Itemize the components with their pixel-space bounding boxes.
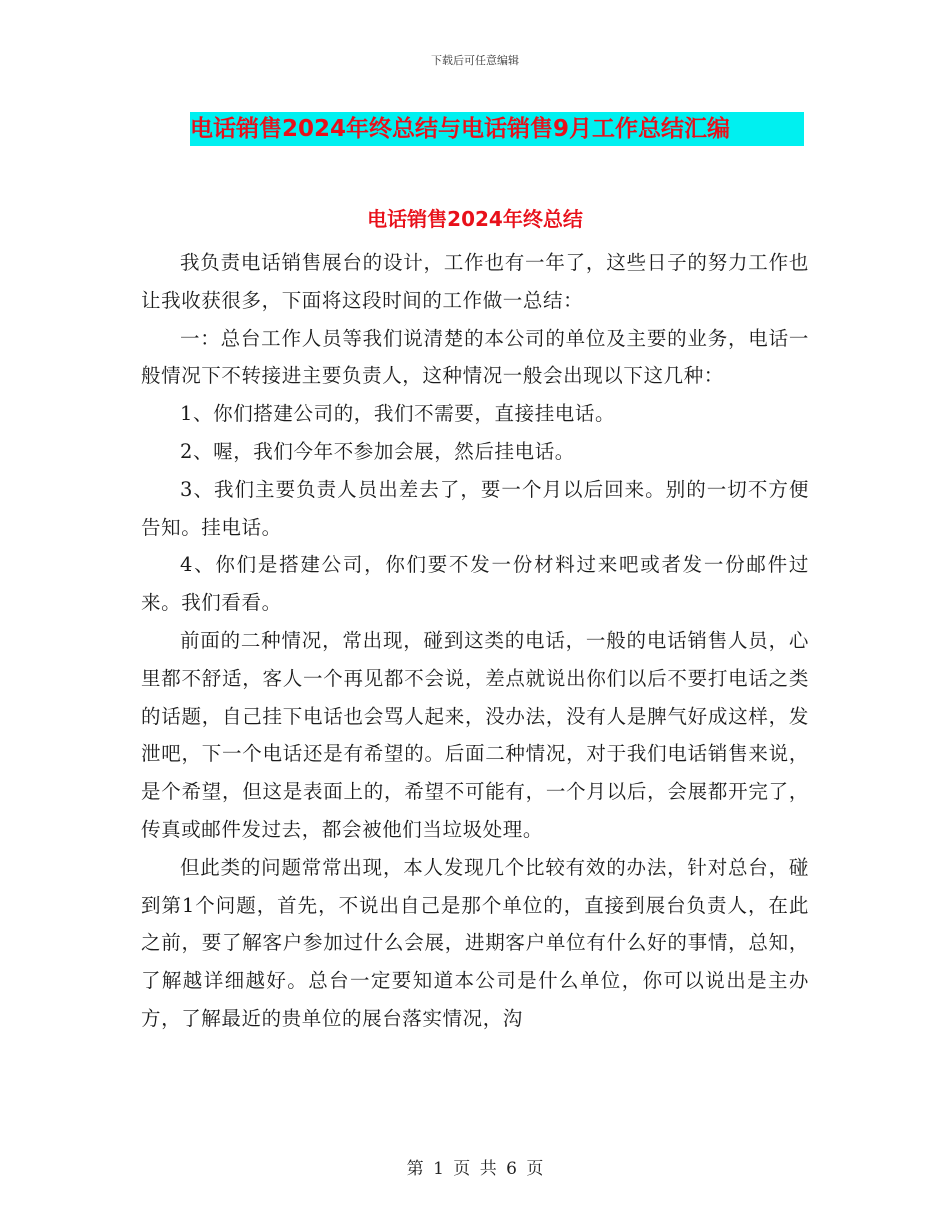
paragraph: 4、你们是搭建公司，你们要不发一份材料过来吧或者发一份邮件过来。我们看看。 xyxy=(141,553,809,615)
header-note: 下载后可任意编辑 xyxy=(431,54,519,67)
paragraph: 但此类的问题常常出现，本人发现几个比较有效的办法，针对总台，碰到第1个问题，首先，不说出自己是那个单位的，直接到展台负责人，在此之前，要了解客户参加过什么会展，进期客户单位有什么好的事情，总知，了解越详细越好。总台一定要知道本公司是什么单位，你可以说出是主办方，了解最近的贵单位的展台落实情况，沟 xyxy=(141,855,809,1030)
paragraph: 2、喔，我们今年不参加会展，然后挂电话。 xyxy=(180,439,575,463)
document-title: 电话销售2024年终总结与电话销售9月工作总结汇编 xyxy=(190,112,804,146)
paragraph: 我负责电话销售展台的设计，工作也有一年了，这些日子的努力工作也让我收获很多，下面将这段时间的工作做一总结： xyxy=(141,251,809,312)
paragraph: 3、我们主要负责人员出差去了，要一个月以后回来。别的一切不方便告知。挂电话。 xyxy=(141,477,809,539)
paragraph: 前面的二种情况，常出现，碰到这类的电话，一般的电话销售人员，心里都不舒适，客人一个再见都不会说，差点就说出你们以后不要打电话之类的话题，自己挂下电话也会骂人起来，没办法，没有人是脾气好成这样，发泄吧，下一个电话还是有希望的。后面二种情况，对于我们电话销售来说，是个希望，但这是表面上的，希望不可能有，一个月以后，会展都开完了，传真或邮件发过去，都会被他们当垃圾处理。 xyxy=(141,628,809,841)
page-footer: 第 1 页 共 6 页 xyxy=(406,1159,544,1179)
paragraph: 1、你们搭建公司的，我们不需要，直接挂电话。 xyxy=(180,402,616,426)
section-title: 电话销售2024年终总结 xyxy=(367,207,583,231)
document-body xyxy=(141,244,809,1038)
paragraph: 一：总台工作人员等我们说清楚的本公司的单位及主要的业务，电话一般情况下不转接进主要负责人，这种情况一般会出现以下这几种： xyxy=(141,326,809,388)
